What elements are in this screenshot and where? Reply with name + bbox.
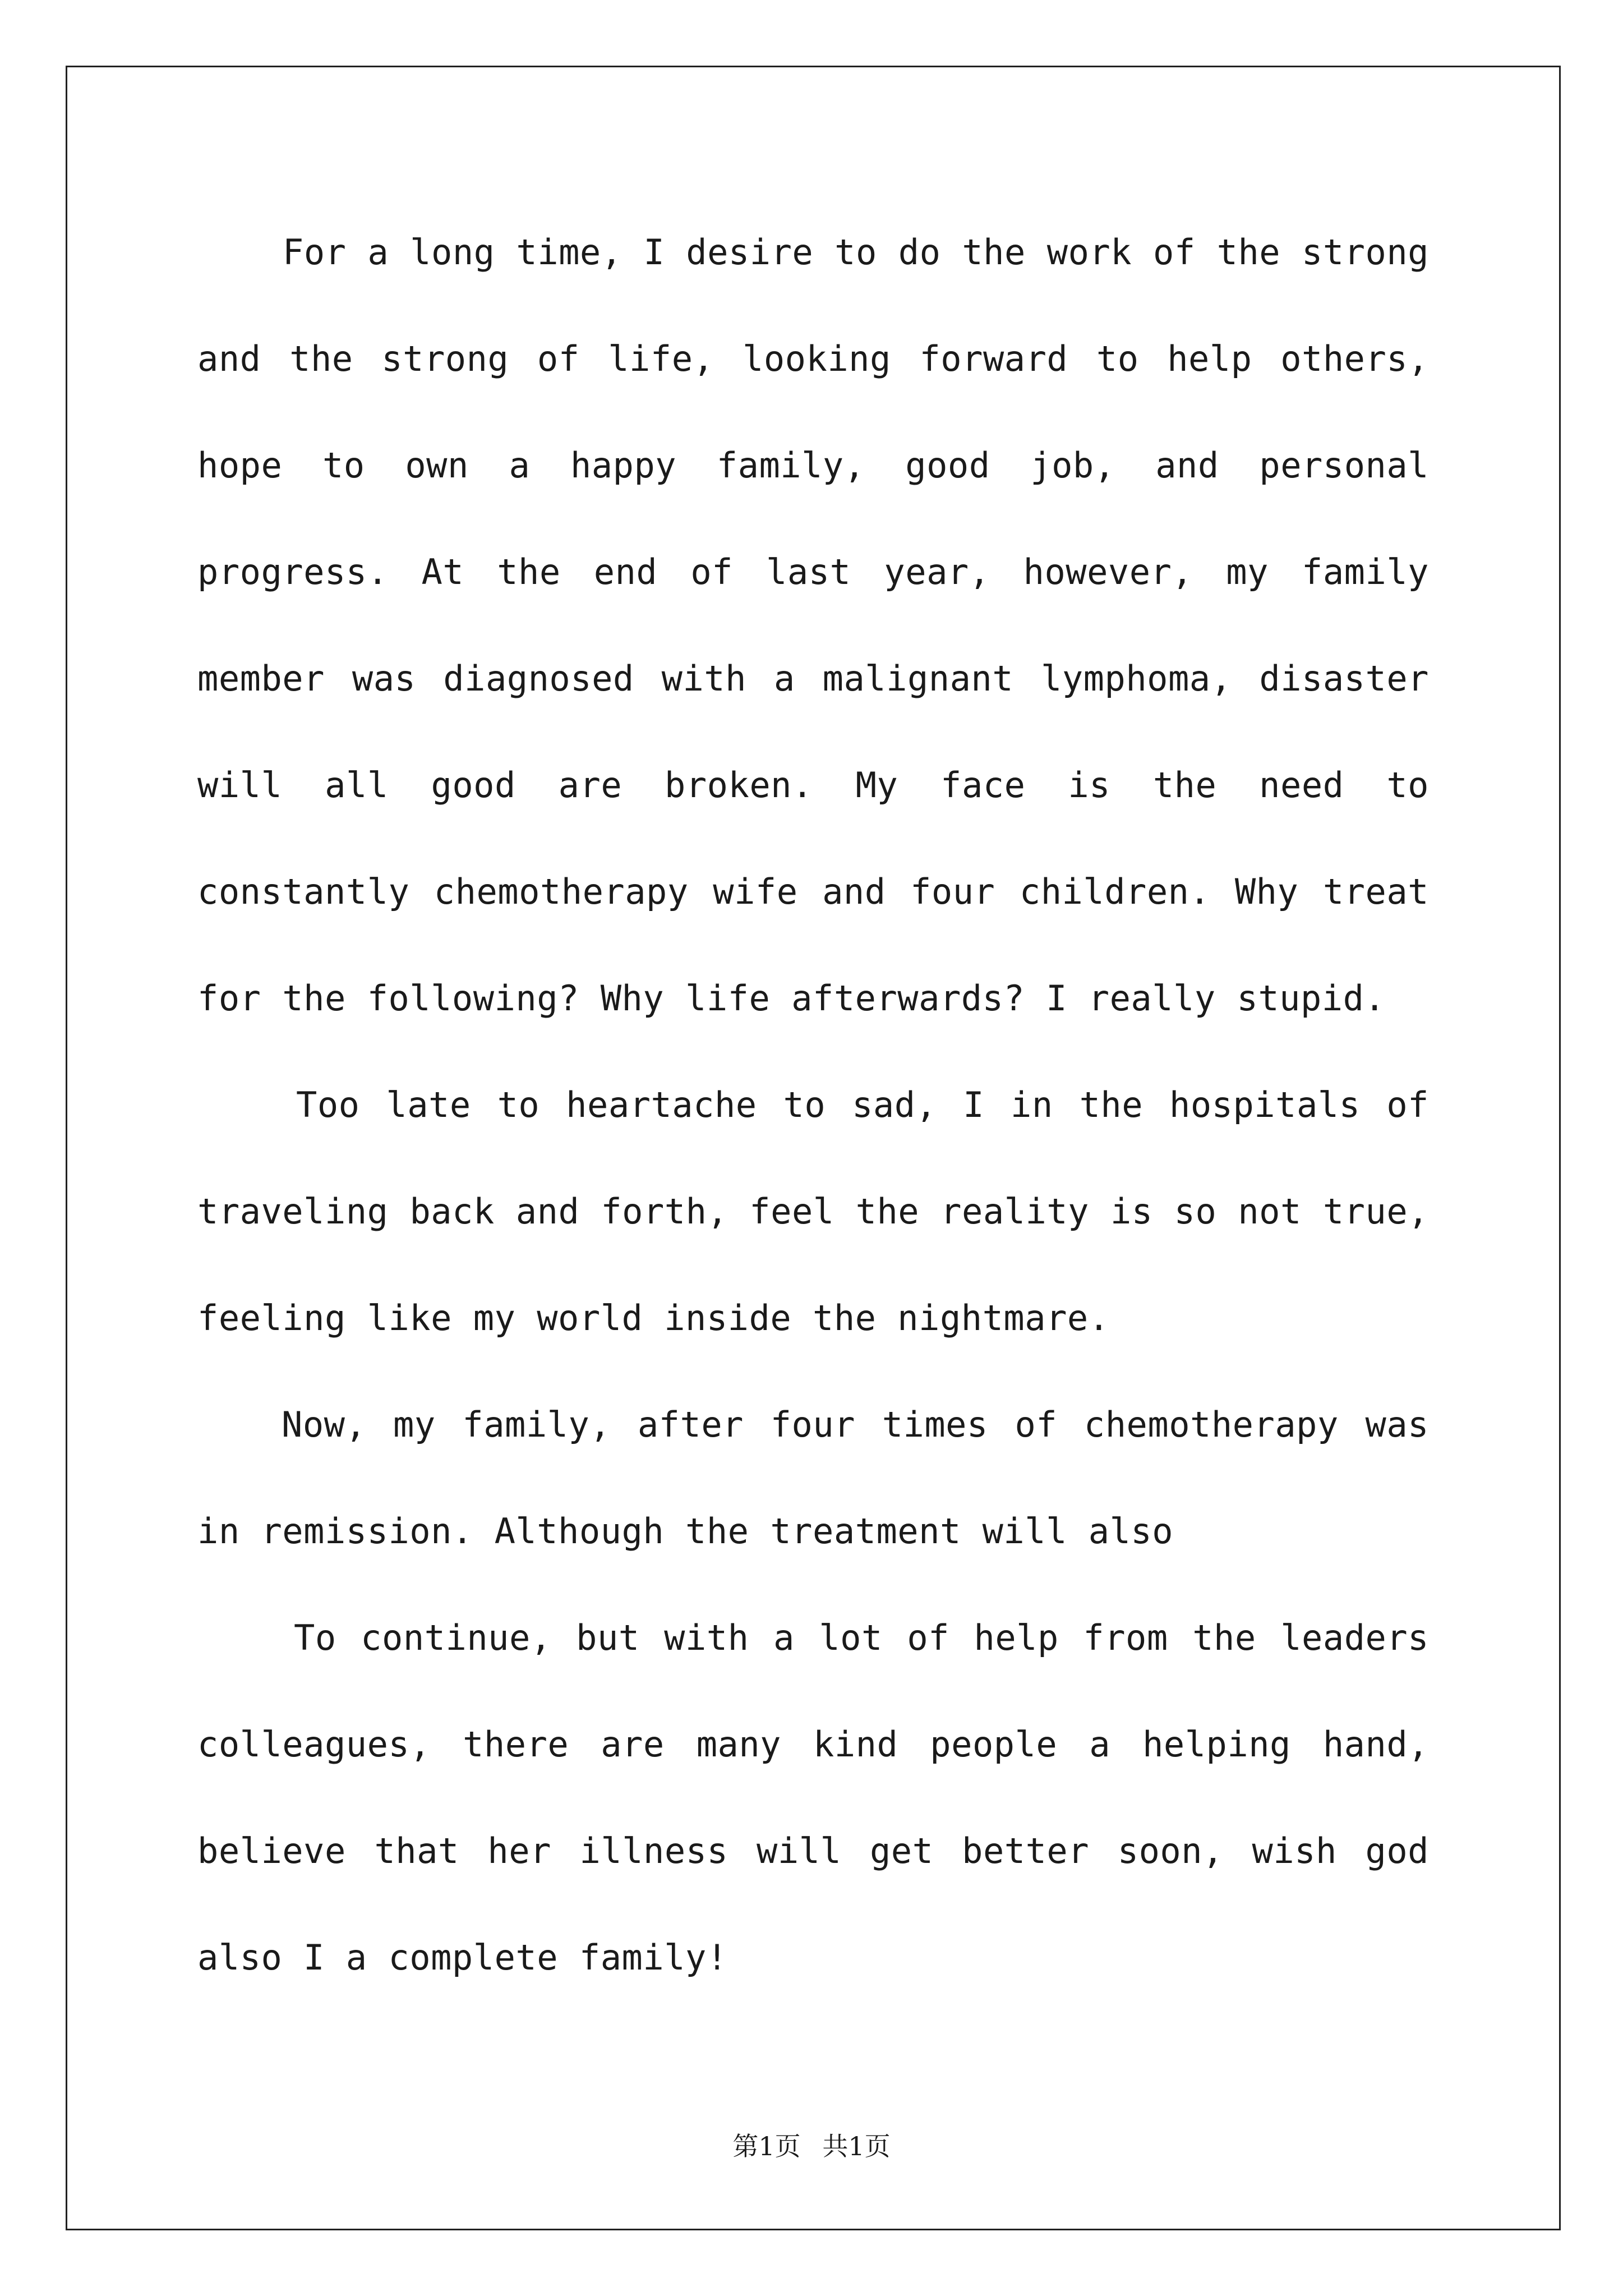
page-footer <box>0 2126 1623 2163</box>
document-body <box>197 199 1429 2011</box>
paragraph-2: Too late to heartache to sad, I in the hospitals of traveling back and forth, feel the reality is so not true, feeling like my world inside the nightmare. <box>197 1084 1429 1338</box>
paragraph-1: For a long time, I desire to do the work of the strong and the strong of life, looking forward to help others, hope to own a happy family, good job, and personal progress. At the end of last year, however, my family member was diagnosed with a malignant lymphoma, disaster will all good are broken. My face is the need to constantly chemotherapy wife and four children. Why treat for the following? Why life afterwards? I really stupid. <box>197 232 1429 1019</box>
paragraph-3: Now, my family, after four times of chemotherapy was in remission. Although the treatment will also <box>197 1404 1429 1552</box>
page-total: 共1页 <box>822 2131 891 2161</box>
paragraph-4: To continue, but with a lot of help from the leaders colleagues, there are many kind people a helping hand, believe that her illness will get better soon, wish god also I a complete family! <box>197 1617 1429 1978</box>
page-number: 第1页 <box>732 2131 801 2161</box>
